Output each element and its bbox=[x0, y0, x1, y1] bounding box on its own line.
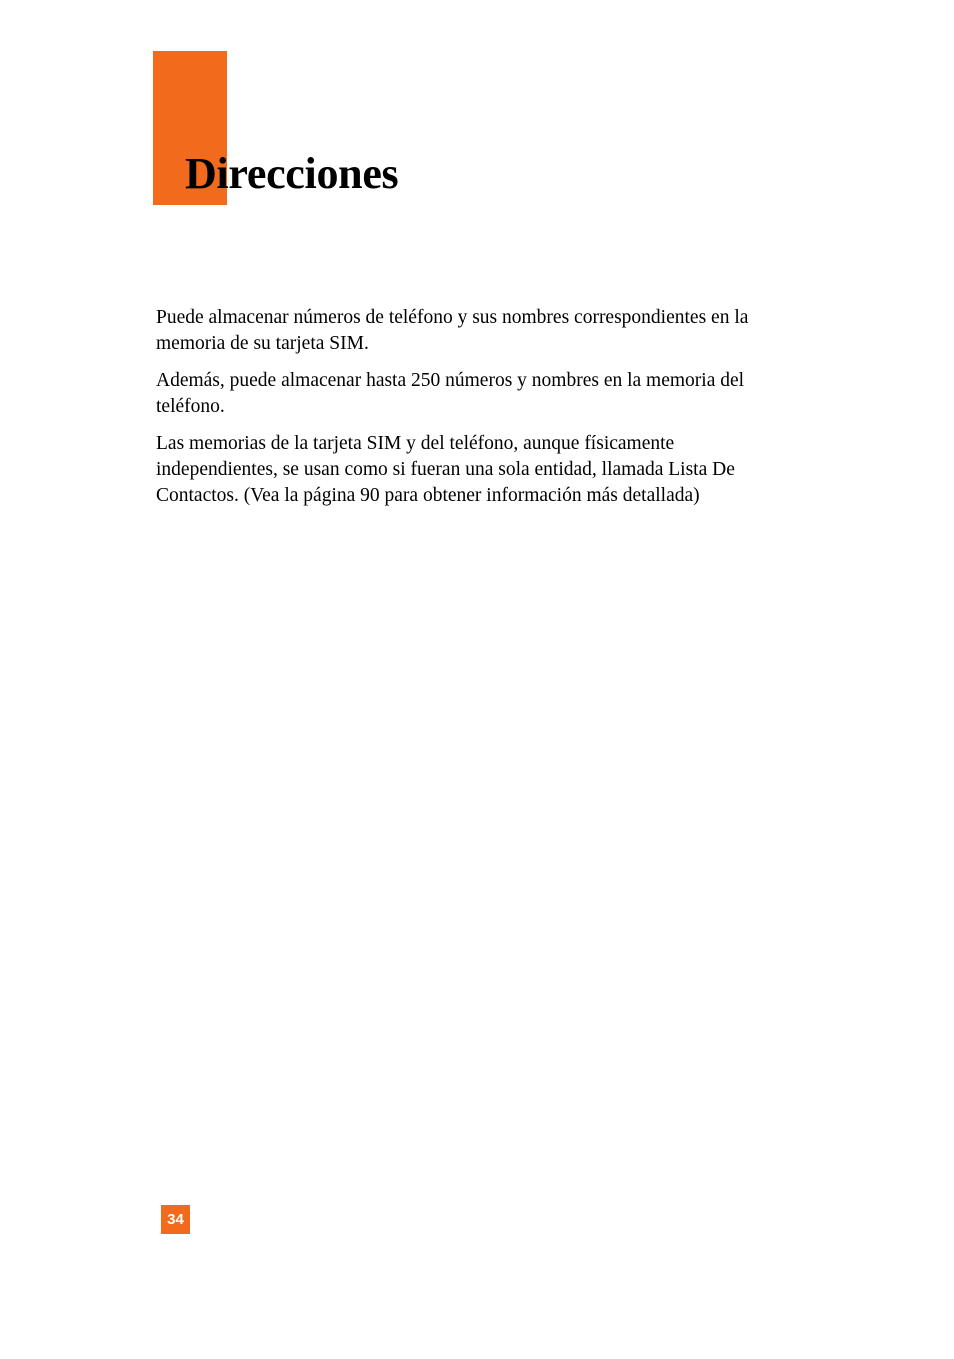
page-number: 34 bbox=[161, 1205, 190, 1234]
paragraph-contact-list: Las memorias de la tarjeta SIM y del teléfono, aunque físicamente independientes, se usan como si fueran una sola entidad, llamada Lista De Contactos. (Vea la página 90 para obtener información más detallada) bbox=[156, 433, 735, 506]
paragraph-sim-storage: Puede almacenar números de teléfono y sus nombres correspondientes en la memoria de su tarjeta SIM. bbox=[156, 307, 749, 354]
body-text bbox=[156, 305, 796, 520]
page-title: Direcciones bbox=[185, 149, 399, 198]
paragraph-phone-storage: Además, puede almacenar hasta 250 números y nombres en la memoria del teléfono. bbox=[156, 370, 745, 417]
